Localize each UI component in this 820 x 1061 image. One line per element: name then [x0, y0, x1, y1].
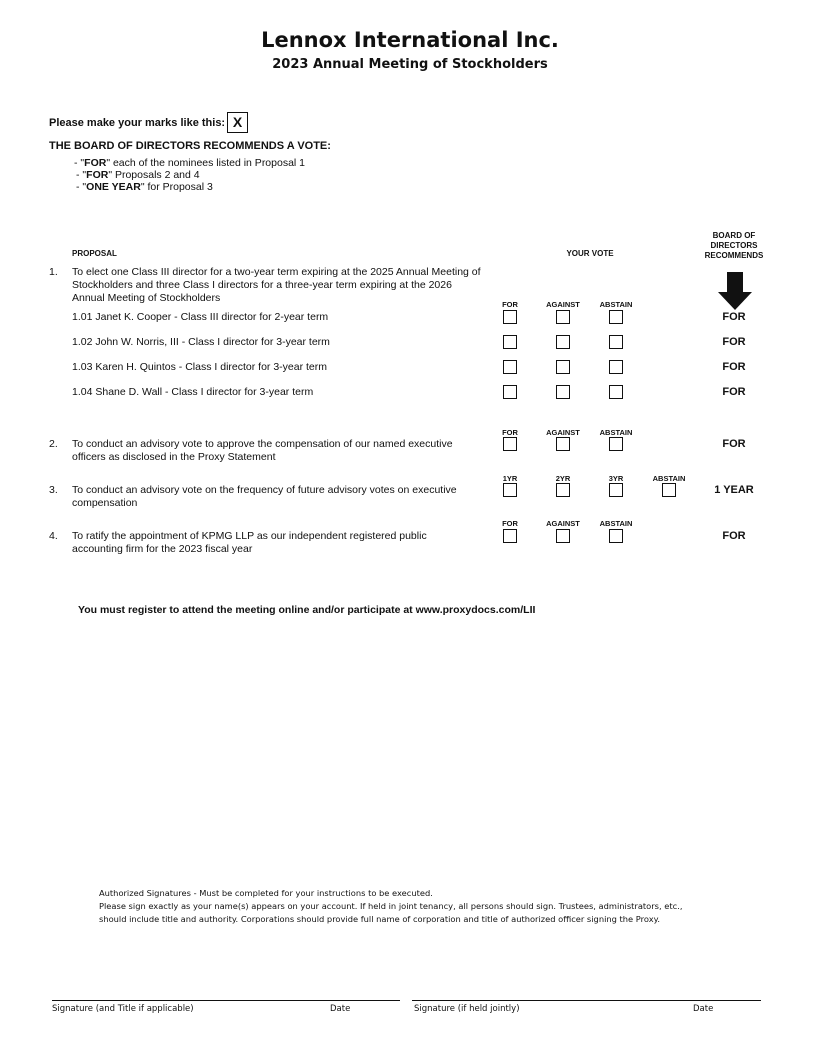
rec-bold: FOR [86, 169, 109, 181]
rec-prefix: - " [76, 169, 87, 181]
rec-suffix: " Proposals 2 and 4 [108, 169, 200, 181]
board-rec-line: BOARD OF [712, 231, 756, 240]
proposal-4-option-abstain: ABSTAIN [599, 519, 633, 528]
date-1-label: Date [330, 1004, 351, 1014]
signature-line-2[interactable] [412, 1000, 761, 1001]
nominee-2-against-checkbox[interactable] [556, 335, 570, 349]
document-title: Lennox International Inc. [261, 28, 559, 52]
nominee-2-for-checkbox[interactable] [503, 335, 517, 349]
signature-line-1[interactable] [52, 1000, 400, 1001]
proposal-column-header: PROPOSAL [72, 249, 117, 258]
board-rec-line: RECOMMENDS [704, 251, 764, 260]
nominee-3-for-checkbox[interactable] [503, 360, 517, 374]
your-vote-column-header: YOUR VOTE [566, 249, 614, 258]
board-recommends-column-header [694, 231, 774, 261]
nominee-1-against-checkbox[interactable] [556, 310, 570, 324]
proposal-2-text: To conduct an advisory vote to approve the compensation of our named executive officers as disclosed in the Proxy Statement [72, 438, 453, 463]
nominee-1-abstain-checkbox[interactable] [609, 310, 623, 324]
marks-instruction-label: Please make your marks like this: [49, 117, 226, 129]
nominee-3-label: 1.03 Karen H. Quintos - Class I director for 3-year term [72, 361, 328, 373]
signature-note-line-2: Please sign exactly as your name(s) appears on your account. If held in joint tenancy, all persons should sign. Trustees, administrators, etc., [99, 901, 683, 911]
nominee-3-recommendation: FOR [722, 361, 746, 373]
nominee-4-against-checkbox[interactable] [556, 385, 570, 399]
proposal-2-abstain-checkbox[interactable] [609, 437, 623, 451]
nominee-4-abstain-checkbox[interactable] [609, 385, 623, 399]
nominee-2-abstain-checkbox[interactable] [609, 335, 623, 349]
proposal-1-text: To elect one Class III director for a two-year term expiring at the 2025 Annual Meeting of Stockholders and three Class I directors for a three-year term expiring at the 2026 Annual Meeting of Stockholders [72, 266, 481, 304]
document-subtitle: 2023 Annual Meeting of Stockholders [272, 57, 548, 72]
rec-prefix: - " [74, 157, 85, 169]
proposal-3-recommendation: 1 YEAR [714, 484, 754, 496]
rec-suffix: " for Proposal 3 [140, 181, 213, 193]
board-recommends-heading: THE BOARD OF DIRECTORS RECOMMENDS A VOTE: [49, 140, 331, 152]
nominee-2-label: 1.02 John W. Norris, III - Class I director for 3-year term [72, 336, 330, 348]
proposal-3-1yr-checkbox[interactable] [503, 483, 517, 497]
nominee-1-for-checkbox[interactable] [503, 310, 517, 324]
proposal-3-number: 3. [49, 484, 58, 496]
proposal-2-for-checkbox[interactable] [503, 437, 517, 451]
nominee-4-label: 1.04 Shane D. Wall - Class I director for 3-year term [72, 386, 314, 398]
proposal-3-3yr-checkbox[interactable] [609, 483, 623, 497]
proposal-4-abstain-checkbox[interactable] [609, 529, 623, 543]
register-note: You must register to attend the meeting online and/or participate at www.proxydocs.com/LII [78, 604, 536, 616]
down-arrow-icon [718, 272, 752, 310]
proposal-1-number: 1. [49, 266, 58, 278]
board-rec-line: DIRECTORS [710, 241, 758, 250]
proposal-4-option-against: AGAINST [546, 519, 580, 528]
proposal-1-option-against: AGAINST [546, 300, 580, 309]
signature-note-line-3: should include title and authority. Corporations should provide full name of corporation and title of authorized officer signing the Proxy. [99, 914, 660, 924]
proposal-3-option-1yr: 1YR [502, 474, 518, 483]
marks-example-box: X [227, 112, 248, 133]
proposal-4-recommendation: FOR [722, 530, 746, 542]
proposal-3-option-3yr: 3YR [608, 474, 624, 483]
proposal-3-abstain-checkbox[interactable] [662, 483, 676, 497]
proposal-4-against-checkbox[interactable] [556, 529, 570, 543]
recommendation-line-2 [76, 169, 200, 181]
nominee-1-recommendation: FOR [722, 311, 746, 323]
date-2-label: Date [693, 1004, 714, 1014]
nominee-1-label: 1.01 Janet K. Cooper - Class III director for 2-year term [72, 311, 329, 323]
signature-note-line-1: Authorized Signatures - Must be completed for your instructions to be executed. [99, 888, 433, 898]
proposal-1-option-for: FOR [502, 300, 518, 309]
proposal-3-2yr-checkbox[interactable] [556, 483, 570, 497]
nominee-3-abstain-checkbox[interactable] [609, 360, 623, 374]
proposal-4-for-checkbox[interactable] [503, 529, 517, 543]
proposal-2-recommendation: FOR [722, 438, 746, 450]
signature-2-label: Signature (if held jointly) [414, 1004, 520, 1014]
rec-suffix: " each of the nominees listed in Proposal 1 [106, 157, 306, 169]
rec-bold: ONE YEAR [86, 181, 141, 193]
recommendation-line-1 [74, 157, 305, 169]
proposal-3-option-abstain: ABSTAIN [652, 474, 686, 483]
recommendation-line-3 [76, 181, 213, 193]
rec-bold: FOR [84, 157, 107, 169]
proposal-4-text: To ratify the appointment of KPMG LLP as our independent registered public accounting firm for the 2023 fiscal year [72, 530, 427, 555]
proposal-4-number: 4. [49, 530, 58, 542]
nominee-4-for-checkbox[interactable] [503, 385, 517, 399]
proposal-2-against-checkbox[interactable] [556, 437, 570, 451]
proposal-3-text: To conduct an advisory vote on the frequency of future advisory votes on executive compensation [72, 484, 457, 509]
proposal-2-option-against: AGAINST [546, 428, 580, 437]
nominee-3-against-checkbox[interactable] [556, 360, 570, 374]
rec-prefix: - " [76, 181, 87, 193]
proposal-2-option-for: FOR [502, 428, 518, 437]
proposal-1-option-abstain: ABSTAIN [599, 300, 633, 309]
proposal-3-option-2yr: 2YR [555, 474, 571, 483]
proposal-2-option-abstain: ABSTAIN [599, 428, 633, 437]
proposal-2-number: 2. [49, 438, 58, 450]
proposal-4-option-for: FOR [502, 519, 518, 528]
nominee-2-recommendation: FOR [722, 336, 746, 348]
nominee-4-recommendation: FOR [722, 386, 746, 398]
signature-1-label: Signature (and Title if applicable) [52, 1004, 194, 1014]
